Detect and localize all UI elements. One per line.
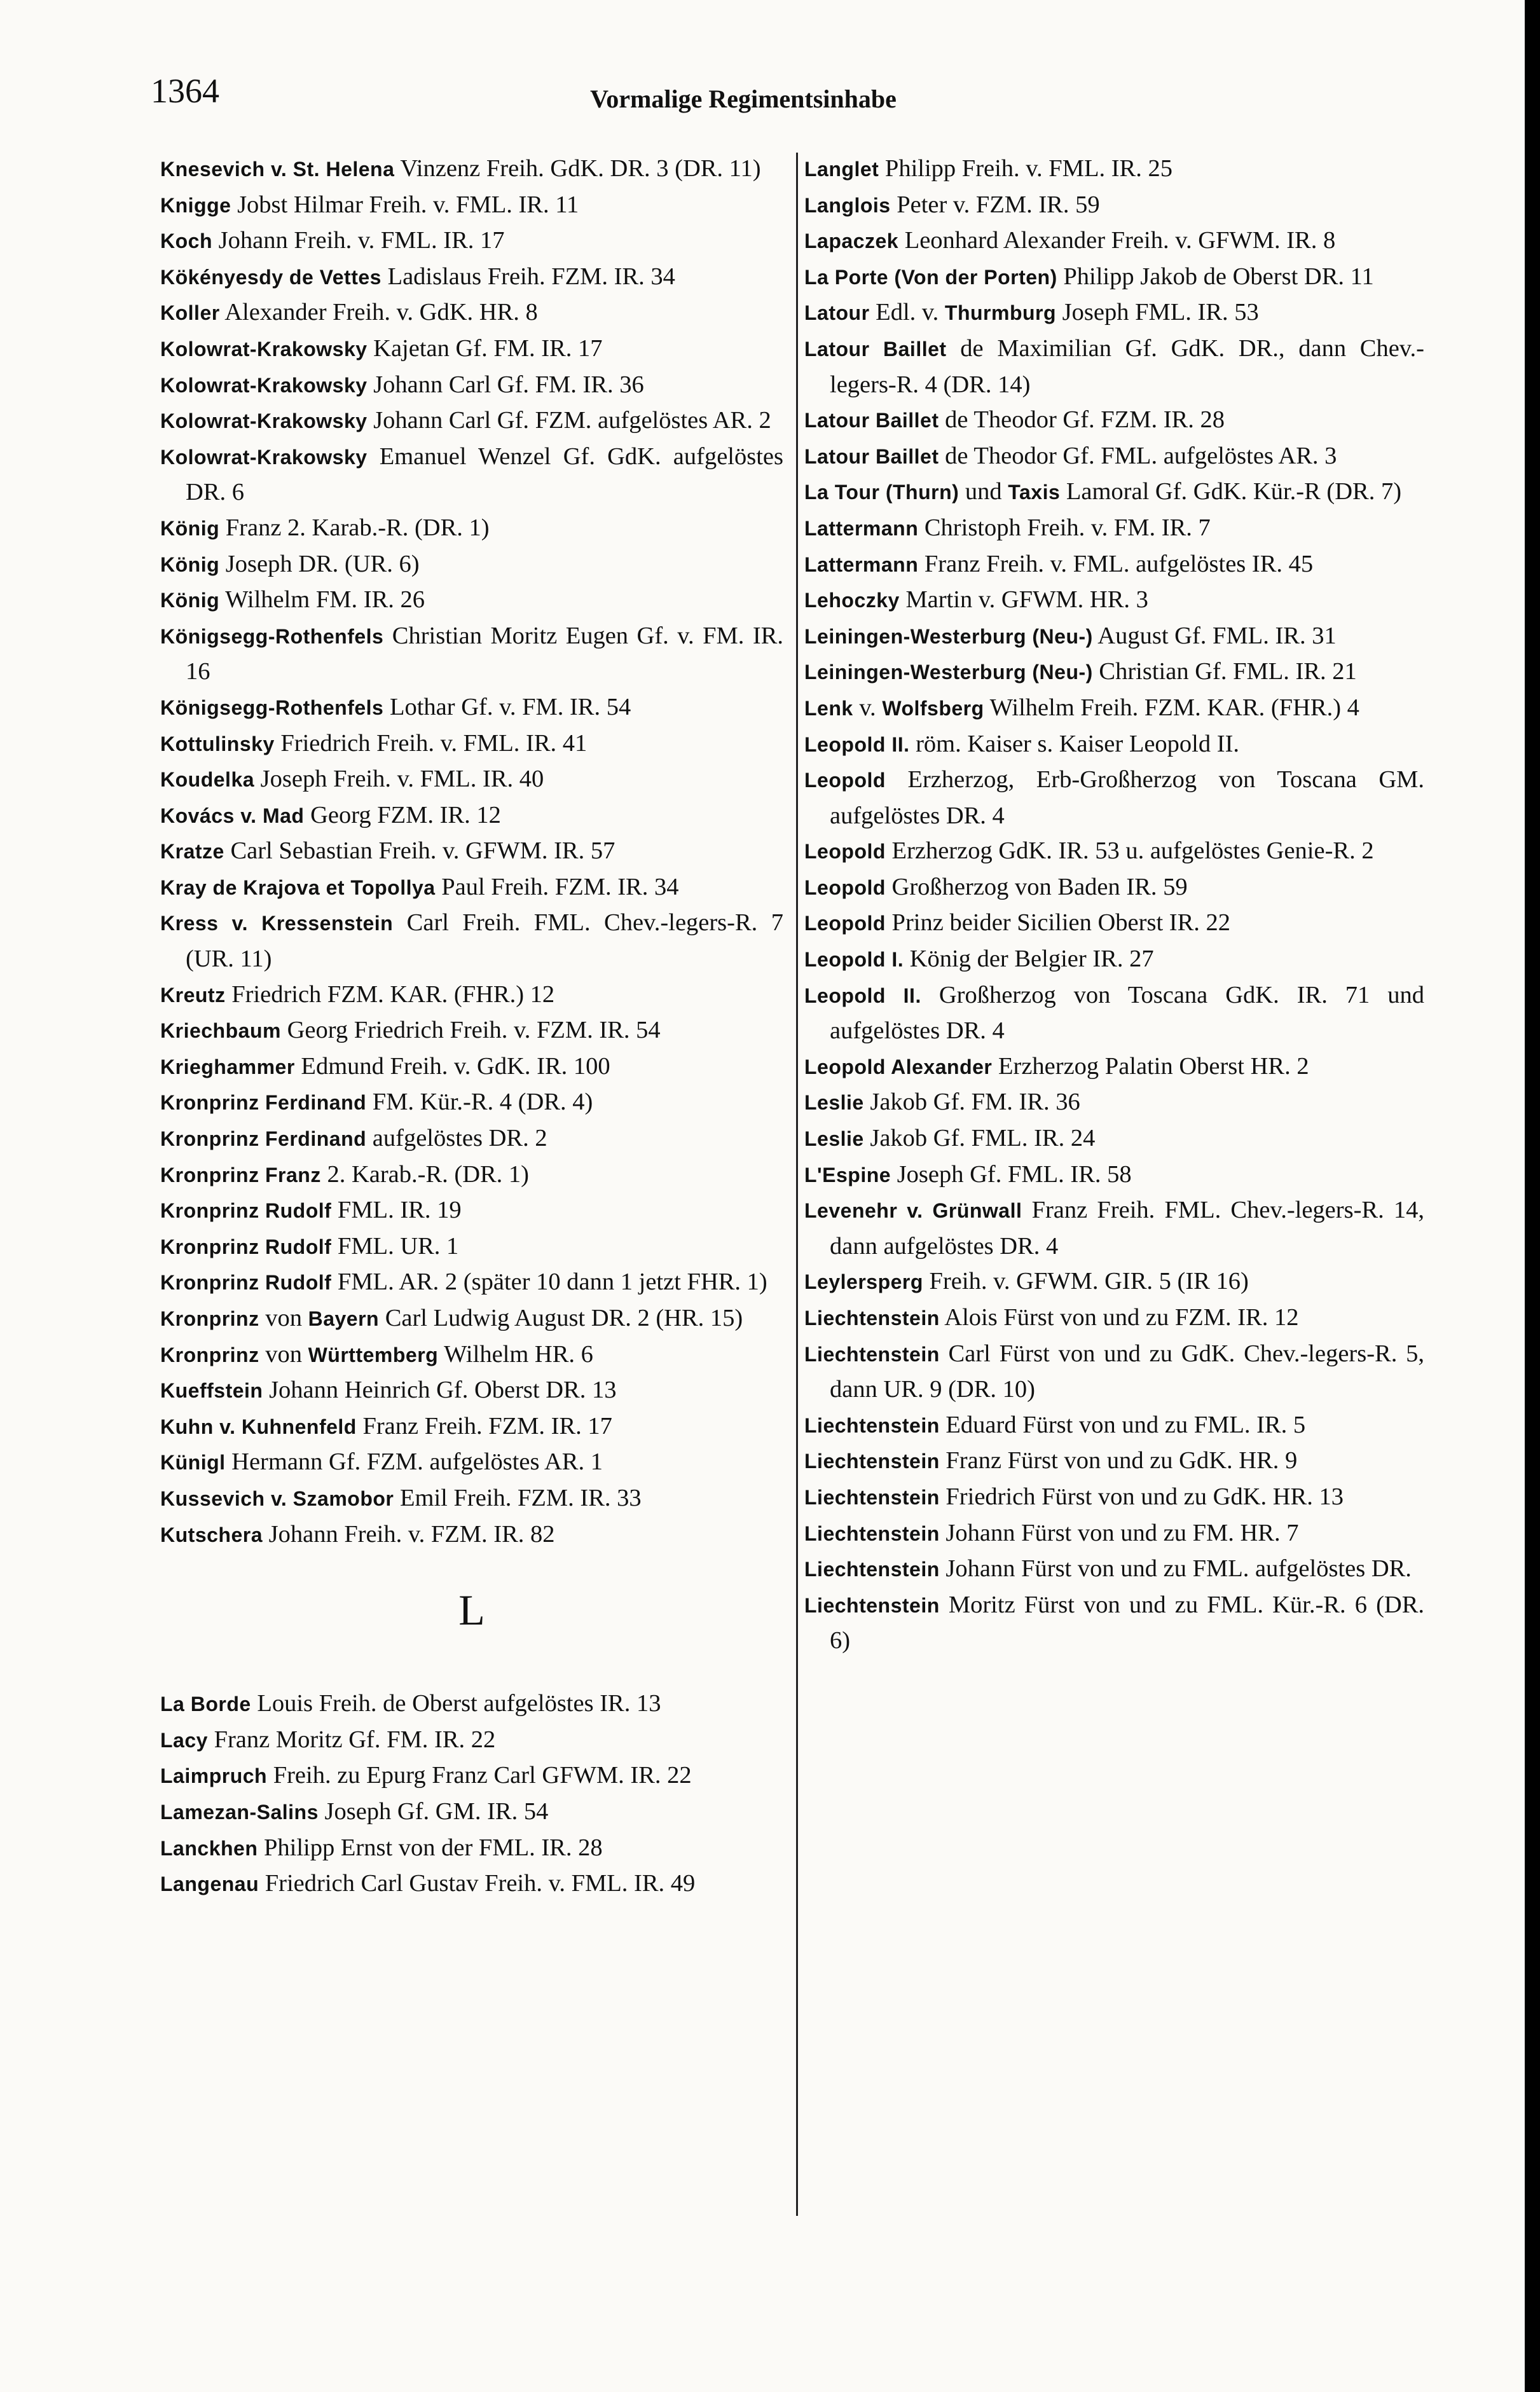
entry-name: Liechtenstein: [804, 1342, 940, 1366]
entry-name: Latour Baillet: [804, 409, 939, 432]
entry-name: Kovács v. Mad: [160, 804, 305, 827]
register-entry: [804, 978, 1424, 1049]
entry-details: de Theodor Gf. FML. aufgelöstes AR. 3: [938, 442, 1337, 469]
register-entry: [160, 1157, 783, 1193]
entry-details: v.: [853, 694, 883, 721]
register-entry: [160, 331, 783, 368]
register-entry: [160, 151, 783, 188]
entry-name: Kronprinz: [160, 1343, 259, 1366]
entry-details: Leonhard Alexander Freih. v. GFWM. IR. 8: [898, 227, 1336, 254]
entry-details: Joseph Gf. FML. IR. 58: [891, 1160, 1132, 1188]
entry-name: König: [160, 589, 220, 612]
entry-name-secondary: Bayern: [308, 1307, 380, 1330]
entry-name-secondary: Thurmburg: [944, 301, 1057, 325]
entry-details: FML. AR. 2 (später 10 dann 1 jetzt FHR. 1): [331, 1268, 767, 1296]
register-entry: [804, 1300, 1424, 1337]
entry-details-secondary: Lamoral Gf. GdK. Kür.-R (DR. 7): [1060, 478, 1402, 505]
register-entry: [804, 870, 1424, 906]
entry-details: Lothar Gf. v. FM. IR. 54: [383, 693, 631, 720]
register-entry: [804, 942, 1424, 978]
entry-details: Philipp Jakob de Oberst DR. 11: [1057, 263, 1374, 290]
register-entry: [804, 151, 1424, 188]
entry-name: Lenk: [804, 696, 853, 720]
entry-details: Franz Moritz Gf. FM. IR. 22: [207, 1726, 496, 1753]
register-entry: [804, 402, 1424, 439]
entry-details: Alois Fürst von und zu FZM. IR. 12: [939, 1304, 1299, 1331]
entry-name: Leopold Alexander: [804, 1055, 993, 1078]
entry-details: Kajetan Gf. FM. IR. 17: [367, 334, 603, 362]
register-entry: [160, 1831, 783, 1867]
register-entry: [160, 1758, 783, 1794]
register-entry: [160, 259, 783, 296]
register-entry: [804, 1408, 1424, 1444]
entry-name: Lattermann: [804, 553, 919, 576]
entry-details: Erzherzog GdK. IR. 53 u. aufgelöstes Genie-R. 2: [885, 837, 1374, 865]
entry-details: Moritz Fürst von und zu FML. Kür.-R. 6 (DR. 6): [830, 1591, 1424, 1654]
entry-details: Carl Sebastian Freih. v. GFWM. IR. 57: [224, 837, 615, 865]
entry-name: Koller: [160, 301, 220, 325]
entry-details-secondary: Joseph FML. IR. 53: [1056, 299, 1259, 326]
register-entry: [804, 654, 1424, 691]
register-entry: [160, 1013, 783, 1049]
entry-details: Jobst Hilmar Freih. v. FML. IR. 11: [231, 191, 579, 218]
entry-name: Kratze: [160, 840, 224, 863]
entry-name: Kronprinz Franz: [160, 1163, 321, 1186]
entry-name: Krieghammer: [160, 1055, 295, 1078]
register-entry: [804, 1264, 1424, 1300]
register-entry: [160, 1049, 783, 1085]
entry-details: 2. Karab.-R. (DR. 1): [320, 1160, 530, 1188]
register-entry: [804, 1193, 1424, 1264]
register-entry: [160, 619, 783, 690]
entry-details: Wilhelm FM. IR. 26: [219, 586, 425, 614]
register-entry: [804, 1085, 1424, 1121]
entry-details: Friedrich Freih. v. FML. IR. 41: [274, 729, 588, 757]
entry-details: Johann Fürst von und zu FML. aufgelöstes DR.: [939, 1555, 1412, 1583]
column-rule: [796, 153, 798, 2216]
entry-name-secondary: Württemberg: [308, 1343, 439, 1366]
entry-details: FM. Kür.-R. 4 (DR. 4): [366, 1089, 593, 1116]
entry-name: Liechtenstein: [804, 1413, 940, 1437]
entry-details: Carl Fürst von und zu GdK. Chev.-legers-R. 5, dann UR. 9 (DR. 10): [830, 1340, 1424, 1403]
entry-details: Erzherzog Palatin Oberst HR. 2: [992, 1052, 1309, 1080]
register-entry: [804, 295, 1424, 331]
entry-name: Liechtenstein: [804, 1485, 940, 1509]
register-entry: [804, 259, 1424, 296]
entry-details: Eduard Fürst von und zu FML. IR. 5: [939, 1411, 1306, 1438]
entry-name: Leopold I.: [804, 948, 904, 972]
entry-name: Kolowrat-Krakowsky: [160, 409, 368, 433]
entry-details: Johann Carl Gf. FZM. aufgelöstes AR. 2: [367, 407, 771, 434]
entry-name: Liechtenstein: [804, 1593, 940, 1617]
register-entry: [804, 439, 1424, 475]
entry-name: Kress v. Kressenstein: [160, 912, 394, 935]
entry-name: Leopold II.: [804, 732, 910, 756]
register-entry: [160, 690, 783, 726]
entry-details: Ladislaus Freih. FZM. IR. 34: [381, 263, 675, 290]
entry-details: Großherzog von Baden IR. 59: [885, 873, 1188, 900]
entry-name: La Porte (Von der Porten): [804, 265, 1057, 289]
register-entry: [160, 1481, 783, 1517]
register-entry: [160, 977, 783, 1014]
entry-details: Philipp Ernst von der FML. IR. 28: [258, 1834, 603, 1861]
register-entry: [160, 1409, 783, 1445]
entry-name: Kottulinsky: [160, 732, 275, 755]
entry-name: Lehoczky: [804, 589, 900, 612]
entry-name: Latour Baillet: [804, 337, 947, 361]
register-entry: [160, 1121, 783, 1157]
entry-name: Liechtenstein: [804, 1450, 940, 1473]
entry-name: Kolowrat-Krakowsky: [160, 337, 368, 361]
entry-details: Freih. zu Epurg Franz Carl GFWM. IR. 22: [267, 1762, 692, 1789]
entry-name: Latour: [804, 301, 870, 325]
entry-name: Leiningen-Westerburg (Neu-): [804, 661, 1093, 684]
entry-details: Prinz beider Sicilien Oberst IR. 22: [885, 909, 1231, 937]
entry-name: Kueffstein: [160, 1379, 263, 1403]
register-entry: [160, 511, 783, 547]
entry-name: Kolowrat-Krakowsky: [160, 445, 368, 469]
register-entry: [804, 1157, 1424, 1193]
register-entry: [160, 1722, 783, 1759]
register-entry: [160, 1373, 783, 1409]
entry-details: und: [959, 478, 1008, 505]
page-number: 1364: [151, 72, 219, 110]
entry-details: Edl. v.: [869, 299, 945, 326]
register-entry: [160, 762, 783, 798]
entry-details: Emanuel Wenzel Gf. GdK. aufgelöstes DR. 6: [186, 443, 783, 506]
entry-name: Leslie: [804, 1091, 864, 1115]
entry-name: Koch: [160, 230, 212, 253]
entry-details: August Gf. FML. IR. 31: [1092, 622, 1337, 649]
entry-details: Joseph DR. (UR. 6): [219, 550, 420, 577]
register-entry: [804, 331, 1424, 402]
entry-name: Kolowrat-Krakowsky: [160, 373, 368, 397]
entry-name: Leopold: [804, 840, 886, 863]
left-column: [160, 151, 783, 1902]
entry-details: König der Belgier IR. 27: [904, 945, 1154, 973]
register-entry: [804, 582, 1424, 619]
entry-name: Langlois: [804, 193, 891, 217]
register-entry: [160, 1301, 783, 1337]
entry-details: Friedrich FZM. KAR. (FHR.) 12: [225, 980, 555, 1008]
entry-name: Leopold: [804, 769, 886, 792]
entry-details: Friedrich Carl Gustav Freih. v. FML. IR. 49: [259, 1870, 696, 1897]
register-entry: [160, 368, 783, 404]
entry-details: FML. IR. 19: [331, 1197, 462, 1224]
entry-name: König: [160, 553, 220, 576]
entry-name-secondary: Taxis: [1008, 481, 1061, 504]
entry-details: Franz 2. Karab.-R. (DR. 1): [219, 514, 490, 541]
left-entries-l: [160, 1686, 783, 1902]
section-letter: L: [458, 1586, 485, 1635]
scan-edge: [1525, 0, 1540, 2392]
entry-name: Koudelka: [160, 768, 255, 792]
register-entry: [804, 511, 1424, 547]
entry-details: Franz Fürst von und zu GdK. HR. 9: [939, 1447, 1298, 1474]
entry-details: Franz Freih. v. FML. aufgelöstes IR. 45: [918, 550, 1314, 577]
entry-details: aufgelöstes DR. 2: [366, 1125, 547, 1152]
register-entry: [804, 474, 1424, 511]
entry-name: Kutschera: [160, 1523, 263, 1546]
entry-name: L'Espine: [804, 1163, 891, 1186]
register-entry: [160, 1866, 783, 1902]
register-entry: [160, 188, 783, 224]
entry-details: Vinzenz Freih. GdK. DR. 3 (DR. 11): [394, 155, 761, 182]
entry-details: Franz Freih. FZM. IR. 17: [356, 1412, 612, 1440]
entry-name: Kussevich v. Szamobor: [160, 1487, 394, 1510]
entry-name-secondary: Wolfsberg: [882, 696, 984, 720]
entry-name: Levenehr v. Grünwall: [804, 1199, 1022, 1223]
entry-details: Philipp Freih. v. FML. IR. 25: [879, 155, 1172, 182]
register-entry: [804, 727, 1424, 763]
entry-name: Kronprinz: [160, 1307, 259, 1330]
register-entry: [804, 834, 1424, 870]
entry-details: Martin v. GFWM. HR. 3: [899, 586, 1148, 614]
register-entry: [804, 1516, 1424, 1552]
running-head: [0, 84, 1525, 114]
register-entry: [804, 1443, 1424, 1480]
register-entry: [160, 726, 783, 762]
register-entry: [804, 1588, 1424, 1659]
entry-details: Louis Freih. de Oberst aufgelöstes IR. 13: [251, 1690, 661, 1717]
entry-details: Friedrich Fürst von und zu GdK. HR. 13: [939, 1483, 1344, 1510]
entry-name: Lanckhen: [160, 1836, 258, 1860]
register-entry: [804, 1551, 1424, 1588]
entry-details: von: [259, 1305, 308, 1331]
entry-name: Kuhn v. Kuhnenfeld: [160, 1415, 357, 1438]
entry-name: Liechtenstein: [804, 1522, 940, 1545]
entry-name: Kronprinz Rudolf: [160, 1199, 332, 1223]
entry-name: Laimpruch: [160, 1764, 268, 1788]
entry-name: Kriechbaum: [160, 1019, 281, 1043]
entry-details: Georg FZM. IR. 12: [304, 801, 501, 828]
entry-name: Liechtenstein: [804, 1307, 940, 1330]
entry-name: Leopold: [804, 876, 886, 899]
entry-details: Johann Fürst von und zu FM. HR. 7: [939, 1519, 1299, 1546]
entry-name: Knigge: [160, 193, 231, 217]
register-entry: [804, 762, 1424, 834]
entry-name: Künigl: [160, 1451, 226, 1474]
entry-details: Peter v. FZM. IR. 59: [890, 191, 1100, 218]
register-entry: [804, 1337, 1424, 1408]
register-entry: [804, 691, 1424, 727]
entry-name: Leslie: [804, 1127, 864, 1151]
register-entry: [804, 188, 1424, 224]
register-entry: [160, 834, 783, 870]
entry-name: Königsegg-Rothenfels: [160, 696, 384, 719]
entry-details: Hermann Gf. FZM. aufgelöstes AR. 1: [225, 1448, 603, 1476]
register-entry: [160, 1337, 783, 1373]
entry-name: Latour Baillet: [804, 444, 939, 468]
entry-details: Johann Heinrich Gf. Oberst DR. 13: [263, 1377, 617, 1404]
entry-details: Joseph Freih. v. FML. IR. 40: [254, 766, 544, 793]
entry-details: Großherzog von Toscana GdK. IR. 71 und aufgelöstes DR. 4: [830, 981, 1425, 1045]
register-entry: [160, 582, 783, 619]
entry-details: Christian Gf. FML. IR. 21: [1092, 658, 1357, 685]
entry-details: Jakob Gf. FML. IR. 24: [863, 1125, 1096, 1152]
entry-details: Johann Freih. v. FML. IR. 17: [212, 227, 505, 254]
entry-details: de Theodor Gf. FZM. IR. 28: [938, 406, 1225, 434]
register-entry: [804, 1480, 1424, 1516]
entry-details-secondary: Wilhelm Freih. FZM. KAR. (FHR.) 4: [984, 694, 1359, 721]
register-entry: [160, 1229, 783, 1265]
left-entries-k: [160, 151, 783, 1553]
entry-details: Johann Freih. v. FZM. IR. 82: [263, 1520, 555, 1548]
register-entry: [804, 619, 1424, 655]
entry-details: röm. Kaiser s. Kaiser Leopold II.: [909, 730, 1240, 757]
entry-details: Freih. v. GFWM. GIR. 5 (IR 16): [923, 1268, 1249, 1295]
right-column: [804, 151, 1424, 1659]
entry-details-secondary: Wilhelm HR. 6: [438, 1340, 593, 1368]
entry-name: Liechtenstein: [804, 1558, 940, 1581]
register-entry: [804, 223, 1424, 259]
register-entry: [160, 1265, 783, 1301]
register-entry: [804, 1121, 1424, 1157]
entry-name: König: [160, 516, 220, 540]
entry-name: Königsegg-Rothenfels: [160, 624, 384, 648]
register-entry: [160, 1794, 783, 1831]
entry-details: Johann Carl Gf. FM. IR. 36: [367, 371, 644, 398]
register-entry: [804, 1049, 1424, 1085]
register-entry: [160, 870, 783, 906]
entry-details: de Maximilian Gf. GdK. DR., dann Chev.-legers-R. 4 (DR. 14): [830, 334, 1425, 398]
entry-details: Carl Freih. FML. Chev.-legers-R. 7 (UR. 11): [186, 909, 784, 973]
register-entry: [804, 905, 1424, 942]
register-entry: [160, 439, 783, 511]
entry-details: Christoph Freih. v. FM. IR. 7: [918, 514, 1211, 541]
entry-details: Edmund Freih. v. GdK. IR. 100: [294, 1052, 610, 1080]
entry-name: Kökényesdy de Vettes: [160, 265, 382, 289]
entry-name: Kronprinz Ferdinand: [160, 1091, 367, 1115]
entry-name: Lapaczek: [804, 230, 899, 253]
register-entry: [160, 1517, 783, 1553]
register-entry: [160, 798, 783, 834]
entry-details: Alexander Freih. v. GdK. HR. 8: [219, 299, 538, 326]
register-entry: [160, 403, 783, 439]
entry-details: von: [259, 1340, 308, 1368]
entry-name: Lattermann: [804, 516, 919, 540]
entry-name: Lacy: [160, 1728, 208, 1752]
register-entry: [160, 1193, 783, 1229]
entry-details: Franz Freih. FML. Chev.-legers-R. 14, dann aufgelöstes DR. 4: [830, 1197, 1424, 1260]
entry-details: Paul Freih. FZM. IR. 34: [435, 873, 679, 900]
register-entry: [160, 295, 783, 331]
entry-name: Kronprinz Ferdinand: [160, 1127, 367, 1151]
register-entry: [160, 1445, 783, 1481]
entry-name: Leopold II.: [804, 984, 921, 1007]
entry-name: Kray de Krajova et Topollya: [160, 876, 436, 899]
entry-details-secondary: Carl Ludwig August DR. 2 (HR. 15): [379, 1305, 743, 1331]
entry-details: Emil Freih. FZM. IR. 33: [394, 1484, 642, 1511]
entry-name: Lamezan-Salins: [160, 1800, 319, 1824]
register-entry: [804, 547, 1424, 583]
register-entry: [160, 905, 783, 977]
register-entry: [160, 547, 783, 583]
register-entry: [160, 1686, 783, 1722]
entry-name: Knesevich v. St. Helena: [160, 158, 395, 181]
entry-name: Leylersperg: [804, 1270, 923, 1294]
entry-name: Kreutz: [160, 983, 226, 1007]
entry-name: Langlet: [804, 158, 879, 181]
entry-details: Jakob Gf. FM. IR. 36: [863, 1089, 1080, 1116]
entry-details: Christian Moritz Eugen Gf. v. FM. IR. 16: [186, 622, 783, 685]
entry-name: La Borde: [160, 1693, 251, 1716]
entry-details: Joseph Gf. GM. IR. 54: [318, 1797, 549, 1825]
register-entry: [160, 1085, 783, 1121]
entry-name: Kronprinz Rudolf: [160, 1271, 332, 1295]
entry-name: La Tour (Thurn): [804, 481, 959, 504]
entry-details: FML. UR. 1: [331, 1232, 459, 1260]
register-entry: [160, 223, 783, 259]
running-head-text: Vormalige Regimentsinhabe: [590, 85, 897, 113]
entry-details: Erzherzog, Erb-Großherzog von Toscana GM. aufgelöstes DR. 4: [830, 766, 1424, 829]
entry-name: Leiningen-Westerburg (Neu-): [804, 624, 1093, 648]
entry-details: Georg Friedrich Freih. v. FZM. IR. 54: [280, 1017, 661, 1044]
entry-name: Leopold: [804, 912, 886, 935]
entry-name: Langenau: [160, 1873, 259, 1896]
entry-name: Kronprinz Rudolf: [160, 1235, 332, 1258]
